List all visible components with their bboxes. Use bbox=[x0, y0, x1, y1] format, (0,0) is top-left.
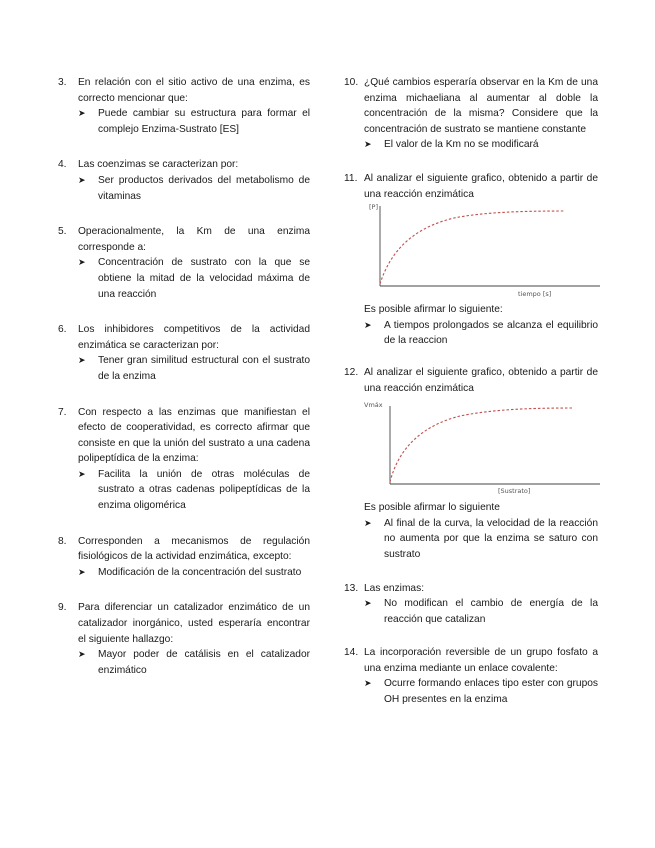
question-6 bbox=[58, 322, 310, 384]
question-number: 6. bbox=[58, 324, 67, 336]
question-text: Para diferenciar un catalizador enzimático de un catalizador inorgánico, usted esperaría encontrar el siguiente hallazgo: bbox=[78, 602, 310, 645]
question-number: 11. bbox=[344, 172, 358, 184]
arrow-bullet-icon: ➤ bbox=[364, 598, 372, 609]
right-column bbox=[344, 75, 598, 708]
question-10 bbox=[344, 75, 598, 153]
arrow-bullet-icon: ➤ bbox=[78, 566, 86, 577]
question-text: Corresponden a mecanismos de regulación fisiológicos de la actividad enzimática, excepto: bbox=[78, 535, 310, 563]
answer-text: El valor de la Km no se modificará bbox=[384, 139, 539, 151]
answer bbox=[78, 647, 310, 678]
arrow-bullet-icon: ➤ bbox=[364, 517, 372, 528]
answer-text: A tiempos prolongados se alcanza el equilibrio de la reaccion bbox=[384, 319, 598, 347]
answer-text: Ser productos derivados del metabolismo de vitaminas bbox=[98, 174, 310, 202]
answer bbox=[78, 106, 310, 137]
question-text: La incorporación reversible de un grupo fosfato a una enzima mediante un enlace covalente: bbox=[364, 647, 598, 674]
question-number: 7. bbox=[58, 406, 67, 418]
question-number: 3. bbox=[58, 77, 67, 88]
answer bbox=[364, 596, 598, 627]
follow-up-prompt: Es posible afirmar lo siguiente: bbox=[364, 304, 503, 316]
arrow-bullet-icon: ➤ bbox=[364, 678, 372, 689]
question-text: ¿Qué cambios esperaría observar en la Km de una enzima michaeliana al aumentar al doble la concentración de la misma? Considere que la concentración de sustrato se mantiene constante bbox=[364, 77, 598, 135]
answer-text: Al final de la curva, la velocidad de la reacción no aumenta por que la enzima se saturo con sustrato bbox=[384, 517, 598, 560]
answer bbox=[364, 318, 598, 349]
answer-text: No modifican el cambio de energía de la reacción que catalizan bbox=[384, 598, 598, 625]
product-time-chart-svg bbox=[364, 202, 604, 296]
follow-up-prompt: Es posible afirmar lo siguiente bbox=[364, 502, 500, 514]
answer-text: Ocurre formando enlaces tipo ester con grupos OH presentes en la enzima bbox=[384, 678, 598, 706]
answer bbox=[364, 676, 598, 707]
arrow-bullet-icon: ➤ bbox=[364, 139, 372, 150]
x-axis-label: tiempo [s] bbox=[518, 290, 552, 299]
question-number: 13. bbox=[344, 582, 359, 594]
answer bbox=[78, 353, 310, 384]
question-number: 14. bbox=[344, 647, 359, 659]
y-axis-label: Vmáx bbox=[364, 401, 383, 410]
answer-text: Puede cambiar su estructura para formar el complejo Enzima-Sustrato [ES] bbox=[98, 108, 310, 135]
x-axis-label: [Sustrato] bbox=[498, 487, 531, 496]
question-text: Al analizar el siguiente grafico, obtenido a partir de una reacción enzimática bbox=[364, 366, 598, 394]
question-9 bbox=[58, 600, 310, 678]
y-axis-label: [P] bbox=[369, 203, 378, 212]
arrow-bullet-icon: ➤ bbox=[78, 108, 86, 119]
question-4 bbox=[58, 157, 310, 204]
question-text: Operacionalmente, la Km de una enzima corresponde a: bbox=[78, 226, 310, 253]
answer bbox=[78, 467, 310, 514]
answer-text: Modificación de la concentración del sustrato bbox=[98, 566, 302, 578]
answer-text: Mayor poder de catálisis en el catalizador enzimático bbox=[98, 649, 310, 676]
answer-text: Concentración de sustrato con la que se obtiene la mitad de la velocidad máxima de una reacción bbox=[98, 257, 310, 300]
answer bbox=[364, 516, 598, 563]
question-text: Al analizar el siguiente grafico, obtenido a partir de una reacción enzimática bbox=[364, 172, 598, 200]
arrow-bullet-icon: ➤ bbox=[78, 257, 86, 268]
question-number: 9. bbox=[58, 602, 67, 614]
question-text: Los inhibidores competitivos de la actividad enzimática se caracterizan por: bbox=[78, 324, 310, 351]
arrow-bullet-icon: ➤ bbox=[78, 468, 86, 479]
question-13 bbox=[344, 581, 598, 628]
question-3 bbox=[58, 75, 310, 137]
saturation-curve bbox=[390, 408, 574, 482]
arrow-bullet-icon: ➤ bbox=[364, 319, 372, 330]
question-5 bbox=[58, 224, 310, 302]
answer bbox=[78, 565, 310, 581]
question-8 bbox=[58, 534, 310, 581]
question-text: Con respecto a las enzimas que manifiestan el efecto de cooperatividad, es correcto afirmar que consiste en que la unión del sustrato a una cadena polipeptídica de la enzima: bbox=[78, 406, 310, 465]
question-number: 12. bbox=[344, 366, 359, 378]
answer bbox=[78, 255, 310, 302]
question-12 bbox=[344, 365, 598, 563]
question-text: Las coenzimas se caracterizan por: bbox=[78, 159, 239, 171]
answer-text: Tener gran similitud estructural con el sustrato de la enzima bbox=[98, 355, 310, 382]
velocity-substrate-chart-svg bbox=[364, 396, 604, 494]
question-text: En relación con el sitio activo de una enzima, es correcto mencionar que: bbox=[78, 77, 310, 104]
question-14 bbox=[344, 645, 598, 707]
question-text: Las enzimas: bbox=[364, 582, 425, 594]
answer-text: Facilita la unión de otras moléculas de sustrato a otras cadenas polipeptídicas de la enzima oligomérica bbox=[98, 468, 310, 512]
question-number: 10. bbox=[344, 77, 359, 88]
question-number: 4. bbox=[58, 159, 67, 171]
answer bbox=[364, 137, 598, 153]
question-7 bbox=[58, 405, 310, 514]
left-column bbox=[58, 75, 310, 678]
question-number: 5. bbox=[58, 226, 67, 238]
arrow-bullet-icon: ➤ bbox=[78, 649, 86, 660]
question-number: 8. bbox=[58, 535, 67, 547]
velocity-substrate-graph bbox=[364, 396, 604, 494]
answer bbox=[78, 173, 310, 204]
saturation-curve bbox=[380, 211, 564, 284]
arrow-bullet-icon: ➤ bbox=[78, 174, 86, 185]
product-time-graph bbox=[364, 202, 604, 299]
arrow-bullet-icon: ➤ bbox=[78, 355, 86, 366]
question-11 bbox=[344, 171, 598, 349]
